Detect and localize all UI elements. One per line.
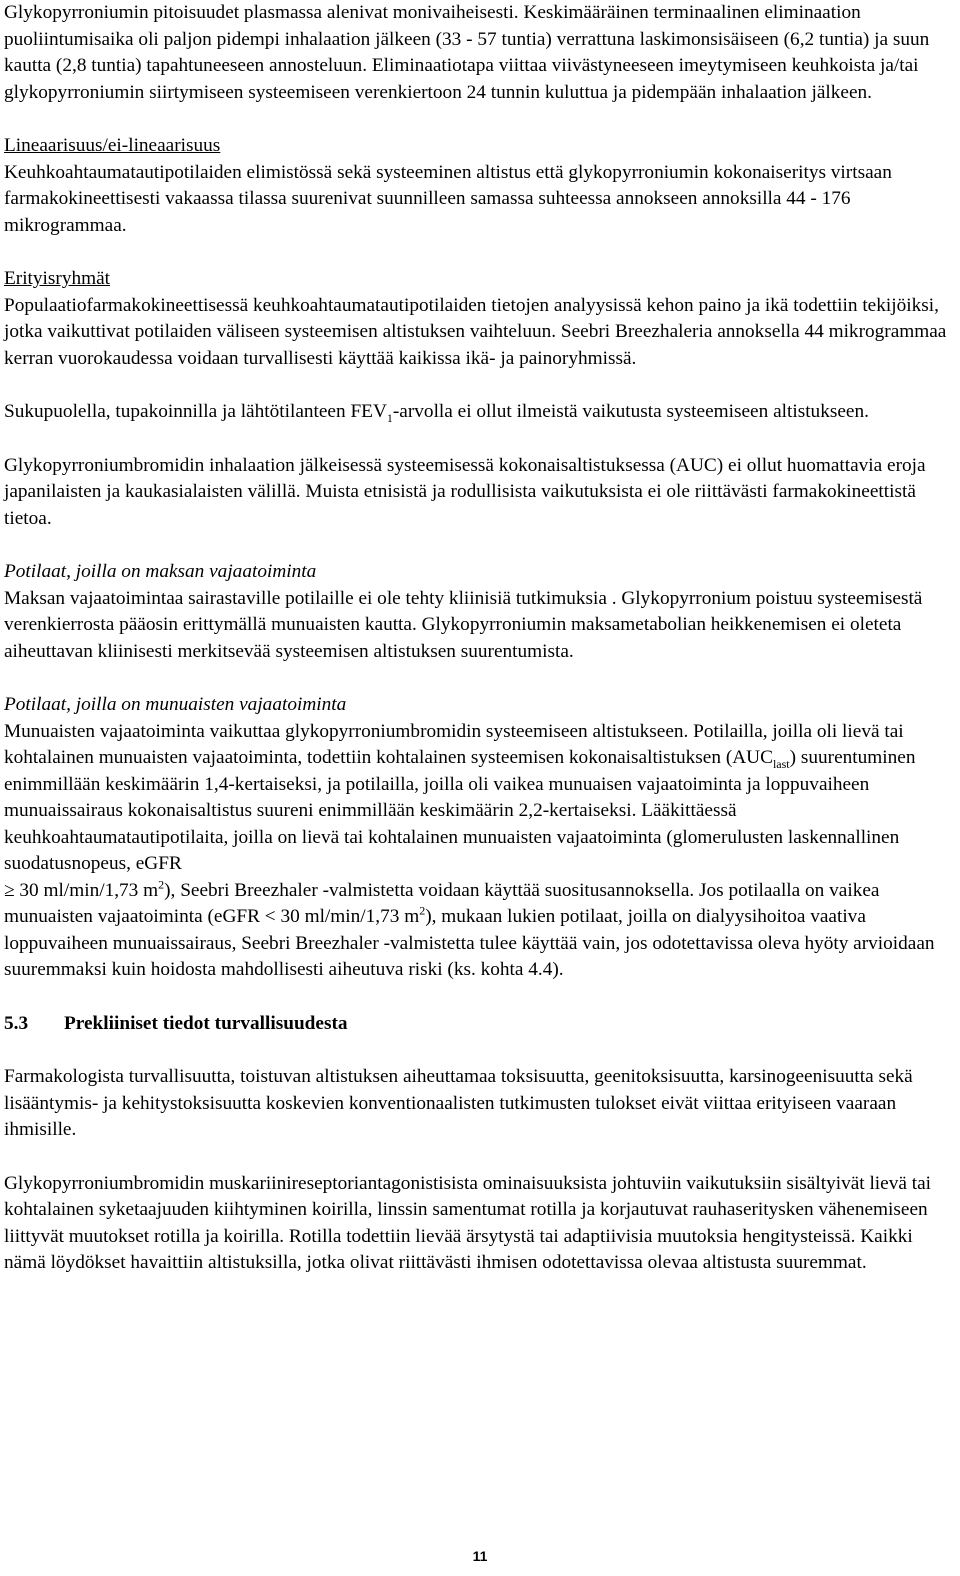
text-a: Munuaisten vajaatoiminta vaikuttaa glykopyrroniumbromidin systeemiseen altistukseen. Potilailla, joilla oli lievä tai kohtalainen munuaisten vajaatoiminta, todettiin kohtalainen systeemisen kokonaisaltistuksen (AUC xyxy=(4,720,904,768)
text-b: -arvolla ei ollut ilmeistä vaikutusta systeemiseen altistukseen. xyxy=(392,401,869,422)
subscript-last: last xyxy=(772,756,790,771)
paragraph-preclinical-2: Glykopyrroniumbromidin muskariinireseptoriantagonistisista ominaisuuksista johtuviin vaikutuksiin sisältyivät lievä tai kohtalainen syketaajuuden kiihtyminen koirilla, linssin samentumat rotilla ja korjautuvat rauhaseritysken vähenemiseen liittyvät muutokset rotilla ja koirilla. Rotilla todettiin lievää ärsytystä tai adaptiivisia muutoksia hengitysteissä. Kaikki nämä löydökset havaittiin altistuksilla, jotka olivat riittävästi ihmisen odotettavissa olevaa altistusta suuremmat. xyxy=(4,1172,932,1273)
section-title: Prekliiniset tiedot turvallisuudesta xyxy=(64,1012,348,1034)
heading-linearity: Lineaarisuus/ei-lineaarisuus xyxy=(4,135,221,156)
paragraph-auc-ethnic: Glykopyrroniumbromidin inhalaation jälkeisessä systeemisessä kokonaisaltistuksessa (AUC) ei ollut huomattavia eroja japanilaisten ja kaukasialaisten välillä. Muista etnisistä ja rodullisista vaikutuksista ei ole riittävästi farmakokineettistä tietoa. xyxy=(4,454,926,529)
document-page xyxy=(4,0,954,1277)
paragraph-special-groups: Populaatiofarmakokineettisessä keuhkoahtaumatautipotilaiden tietojen analyysissä kehon paino ja ikä todettiin tekijöiksi, jotka vaikuttivat potilaiden väliseen systeemisen altistuksen vaihteluun. Seebri Breezhaleria annoksella 44 mikrogrammaa kerran vuorokaudessa voidaan turvallisesti käyttää kaikissa ikä- ja painoryhmissä. xyxy=(4,294,947,369)
section-heading xyxy=(4,1011,954,1038)
paragraph-preclinical-1: Farmakologista turvallisuutta, toistuvan altistuksen aiheuttamaa toksisuutta, geenitoksisuutta, karsinogeenisuutta sekä lisääntymis- ja kehitystoksisuutta koskevien konventionaalisten tutkimusten tulokset eivät viittaa erityiseen vaaraan ihmisille. xyxy=(4,1066,913,1140)
paragraph-hepatic: Maksan vajaatoimintaa sairastaville potilaille ei ole tehty kliinisiä tutkimuksia . Glykopyrronium poistuu systeemisestä verenkierrosta pääosin erittymällä munuaisten kautta. Glykopyrroniumin maksametabolian heikkenemisen ei oleteta aiheuttavan kliinisesti merkitsevää systeemisen altistuksen suurentumista. xyxy=(4,587,923,662)
paragraph-linearity: Keuhkoahtaumatautipotilaiden elimistössä sekä systeeminen altistus että glykopyrroniumin kokonaiseritys virtsaan farmakokineettisesti vakaassa tilassa suurenivat suunnilleen samassa suhteessa annokseen annoksilla 44 - 176 mikrogrammaa. xyxy=(4,161,892,236)
subscript: 1 xyxy=(386,410,393,425)
text-a: Sukupuolella, tupakoinnilla ja lähtötilanteen FEV xyxy=(4,401,387,422)
paragraph-renal xyxy=(4,719,954,984)
paragraph-elimination: Glykopyrroniumin pitoisuudet plasmassa alenivat monivaiheisesti. Keskimääräinen terminaalinen eliminaation puoliintumisaika oli paljon pidempi inhalaation jälkeen (33 - 57 tuntia) verrattuna laskimonsisäiseen (6,2 tuntia) ja suun kautta (2,8 tuntia) tapahtuneeseen annosteluun. Eliminaatiotapa viittaa viivästyneeseen imeytymiseen keuhkoista ja/tai glykopyrroniumin siirtymiseen systeemiseen verenkiertoon 24 tunnin kuluttua ja pidempään inhalaation jälkeen. xyxy=(4,2,930,103)
heading-special-groups: Erityisryhmät xyxy=(4,268,111,289)
text-d: ), Seebri Breezhaler -valmistetta voidaan käyttää suositusannoksella. Jos potilaalla on vaikea munuaisten vajaatoiminta (eGFR < 30 ml/min/1,73 m xyxy=(4,879,880,927)
heading-renal: Potilaat, joilla on munuaisten vajaatoiminta xyxy=(4,694,347,715)
text-b: ) suurentuminen enimmillään keskimäärin 1,4-kertaiseksi, ja potilailla, joilla oli vaikea munuaisen vajaatoiminta ja loppuvaiheen munuaissairaus kokonaisaltistus suureni enimmillään keskimäärin 2,2-kertaiseksi. Lääkittäessä keuhkoahtaumatautipotilaita, joilla on lievä tai kohtalainen munuaisten vajaatoiminta (glomerulusten laskennallinen suodatusnopeus, eGFR xyxy=(4,747,916,874)
line-egfr xyxy=(4,878,954,984)
superscript-1: 2 xyxy=(158,877,165,892)
text-e: ), mukaan lukien potilaat, joilla on dialyysihoitoa vaativa loppuvaiheen munuaissairaus, Seebri Breezhaler -valmistetta tulee käyttää vain, jos odotettavissa oleva hyöty arvioidaan suuremmaksi kuin hoidosta mahdollisesti aiheutuva riski (ks. kohta 4.4). xyxy=(4,906,935,980)
superscript-2: 2 xyxy=(419,903,426,918)
heading-hepatic: Potilaat, joilla on maksan vajaatoiminta xyxy=(4,561,317,582)
section-number: 5.3 xyxy=(4,1012,29,1034)
paragraph-sex-smoking xyxy=(4,399,954,426)
page-number: 11 xyxy=(472,1548,488,1564)
text-c: ≥ 30 ml/min/1,73 m xyxy=(4,879,159,901)
